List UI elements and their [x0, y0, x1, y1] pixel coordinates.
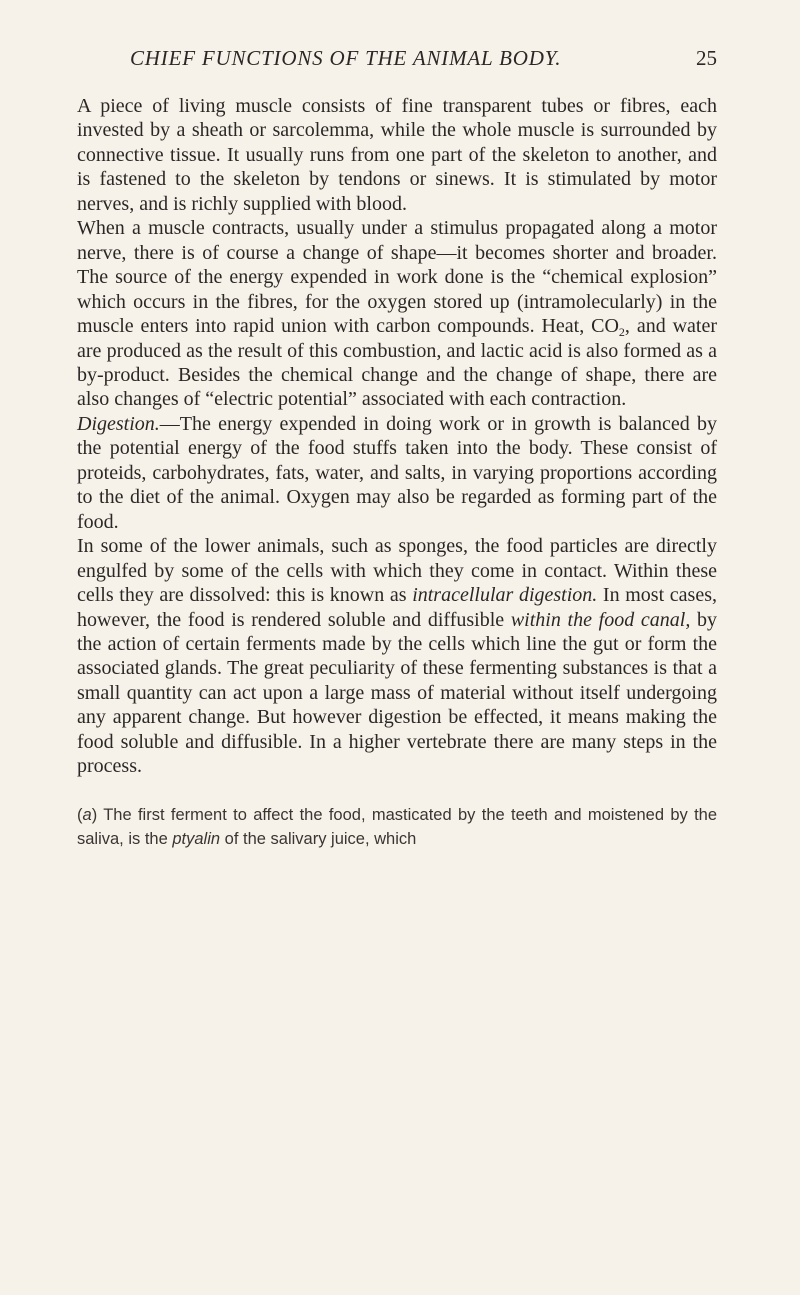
page-number: 25	[696, 46, 717, 70]
co2-subscript: 2	[618, 325, 625, 340]
running-head	[77, 46, 717, 76]
term-ptyalin: ptyalin	[172, 829, 221, 848]
paragraph-intracellular-digestion: In some of the lower animals, such as sponges, the food particles are directly engulfed by some of the cells with which they come in contact. Within these cells they are dissolved: this is known as intracellular digestion. In most cases, however, the food is rendered soluble and diffusible within the food canal, by the action of certain ferments made by the cells which line the gut or form the associated glands. The great peculiarity of these fermenting substances is that a small quantity can act upon a large mass of material without itself undergoing any apparent change. But however digestion be effected, it means making the food soluble and diffusible. In a higher vertebrate there are many steps in the process.	[77, 535, 718, 778]
book-page	[77, 46, 717, 851]
term-intracellular-digestion: intracellular digestion.	[412, 584, 598, 607]
paragraph-digestion: Digestion.—The energy expended in doing work or in growth is balanced by the potential energy of the food stuffs taken into the body. These consist of proteids, carbohydrates, fats, water, and salts, in varying proportions according to the diet of the animal. Oxygen may also be regarded as forming part of the food.	[77, 412, 717, 533]
paragraph-muscle-structure: A piece of living muscle consists of fine transparent tubes or fibres, each invested by a sheath or sarcolemma, while the whole muscle is surrounded by connective tissue. It usually runs from one part of the skeleton to another, and is fastened to the skeleton by tendons or sinews. It is stimulated by motor nerves, and is richly supplied with blood.	[77, 95, 717, 215]
term-within-food-canal: within the food canal,	[510, 608, 691, 631]
body-text	[77, 94, 717, 779]
running-head-title: CHIEF FUNCTIONS OF THE ANIMAL BODY.	[130, 46, 562, 70]
paragraph-muscle-contraction: When a muscle contracts, usually under a stimulus propagated along a motor nerve, there is of course a change of shape—it becomes shorter and broader. The source of the energy expended in work done is the “chemical explosion” which occurs in the fibres, for the oxygen stored up (intramolecularly) in the muscle enters into rapid union with carbon compounds. Heat, $CO_2$, and water are produced as the result of this combustion, and lactic acid is also formed as a by-product. Besides the chemical change and the change of shape, there are also changes of “electric potential” associated with each contraction.	[77, 217, 717, 411]
footnote-label: (a)	[77, 805, 98, 824]
section-heading-digestion: Digestion.	[77, 412, 160, 435]
footnote: (a) The first ferment to affect the food, masticated by the teeth and moistened by the saliva, is the ptyalin of the salivary juice, which	[77, 805, 717, 848]
